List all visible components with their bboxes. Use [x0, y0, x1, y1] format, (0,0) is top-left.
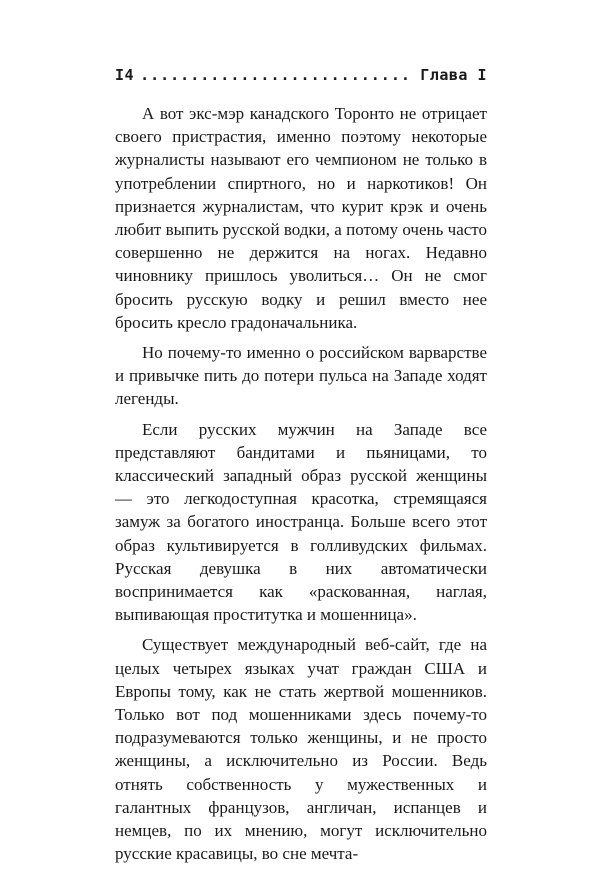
- paragraph-3: Если русских мужчин на Западе все представляют бандитами и пьяницами, то классический западный образ русской женщины — это легкодоступная красотка, стремящаяся замуж за богатого иностранца. Больше всего этот образ культивируется в голливудских фильмах. Русская девушка в них автоматически воспринимается как «раскованная, наглая, выпивающая проститутка и мошенница».: [115, 419, 487, 625]
- page-number: I4: [115, 66, 135, 84]
- paragraph-4: Существует международный веб-сайт, где на целых четырех языках учат граждан США и Европы тому, как не стать жертвой мошенников. Только вот под мошенниками здесь почему-то подразумеваются только женщины, и не просто женщины, а исключительно из России. Ведь отнять собственность у мужественных и галантных французов, англичан, испанцев и немцев, по их мнению, могут исключительно русские красавицы, во сне мечта-: [115, 635, 487, 864]
- paragraph-2: Но почему-то именно о российском варварстве и привычке пить до потери пульса на Западе ходят легенды.: [115, 343, 487, 409]
- body-text: [115, 102, 487, 873]
- running-head: [115, 66, 487, 90]
- paragraph-1: А вот экс-мэр канадского Торонто не отрицает своего пристрастия, именно поэтому некоторые журналисты называют его чемпионом не только в употреблении спиртного, но и наркотиков! Он признается журналистам, что курит крэк и очень любит выпить русской водки, а потому очень часто совершенно не держится на ногах. Недавно чиновнику пришлось уволиться… Он не смог бросить русскую водку и решил вместо нее бросить кресло градоначальника.: [115, 104, 487, 332]
- chapter-title: Глава I: [420, 66, 487, 84]
- leader-dots: [140, 66, 414, 84]
